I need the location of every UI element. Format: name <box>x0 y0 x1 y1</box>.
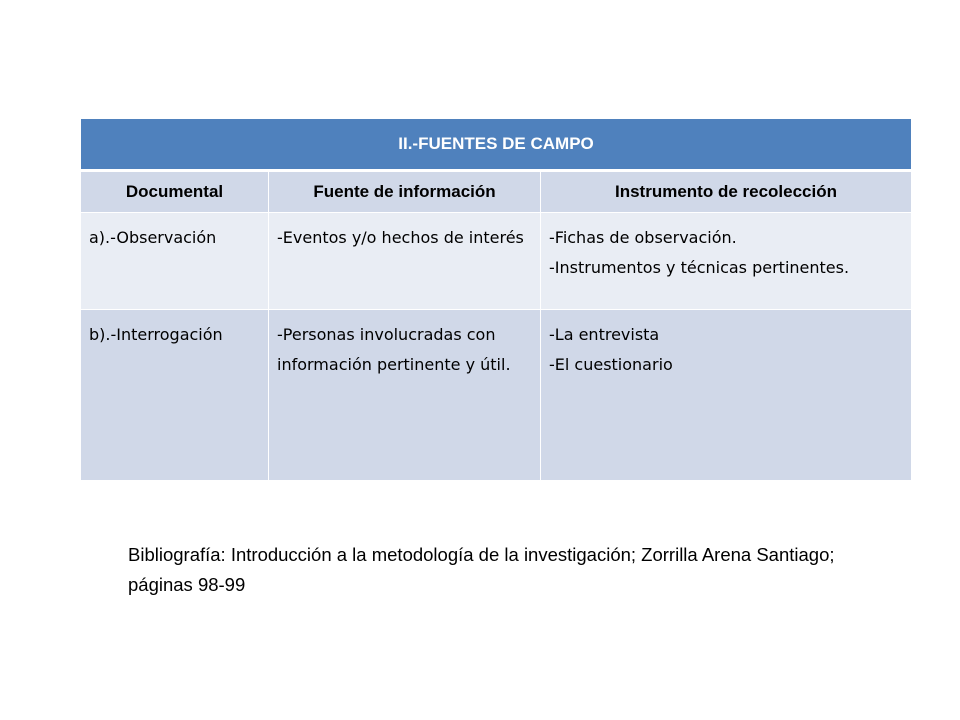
cell-documental <box>81 310 269 481</box>
cell-fuente-text: -Personas involucradas con información pertinente y útil. <box>277 325 511 374</box>
cell-documental <box>81 213 269 310</box>
instrument-item: -Fichas de observación. <box>549 228 737 247</box>
cell-fuente <box>269 213 541 310</box>
cell-fuente-text: -Eventos y/o hechos de interés <box>277 228 524 247</box>
table-title-row <box>81 119 912 171</box>
instrument-item: -El cuestionario <box>549 355 673 374</box>
header-documental: Documental <box>81 171 269 213</box>
table-title: II.-FUENTES DE CAMPO <box>81 119 912 171</box>
cell-instrumento <box>541 310 912 481</box>
table-header-row <box>81 171 912 213</box>
field-sources-table <box>80 118 912 481</box>
table-row <box>81 310 912 481</box>
bibliography-text: Bibliografía: Introducción a la metodología de la investigación; Zorrilla Arena Santiago; páginas 98-99 <box>128 544 835 595</box>
header-instrumento: Instrumento de recolección <box>541 171 912 213</box>
header-fuente: Fuente de información <box>269 171 541 213</box>
table-row <box>81 213 912 310</box>
instrument-item: -La entrevista <box>549 325 660 344</box>
instrument-item: -Instrumentos y técnicas pertinentes. <box>549 258 850 277</box>
cell-fuente <box>269 310 541 481</box>
cell-instrumento-list <box>541 213 911 283</box>
cell-documental-text: b).-Interrogación <box>89 325 223 344</box>
cell-instrumento <box>541 213 912 310</box>
cell-documental-text: a).-Observación <box>89 228 217 247</box>
cell-instrumento-list <box>541 310 911 380</box>
